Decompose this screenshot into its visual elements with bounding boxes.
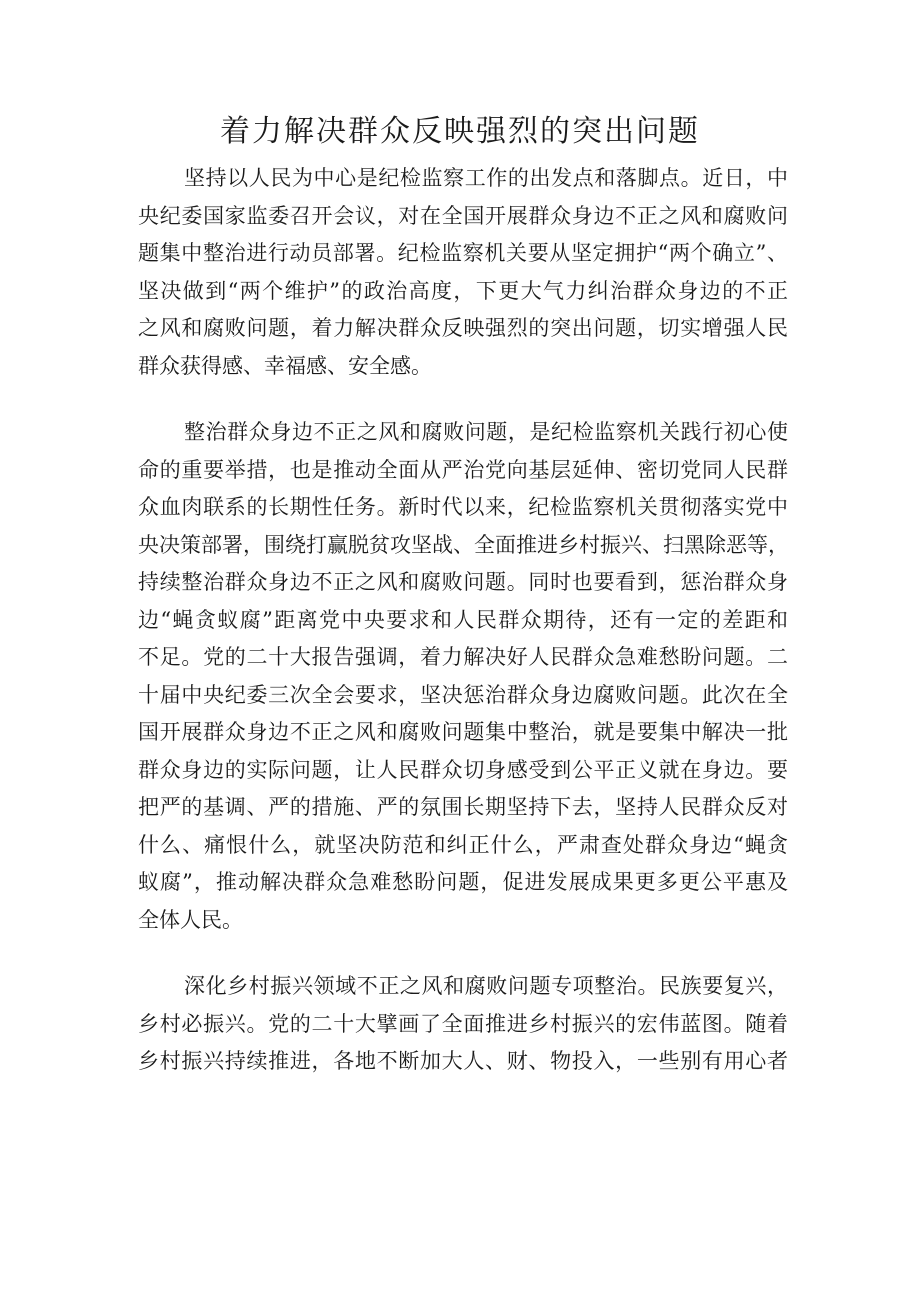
text-line: 坚决做到“两个维护”的政治高度，下更大气力纠治群众身边的不正 [138, 278, 788, 303]
paragraph [138, 160, 788, 385]
paragraph [138, 414, 788, 939]
text-line: 持续整治群众身边不正之风和腐败问题。同时也要看到，惩治群众身 [138, 570, 788, 594]
text-line: 国开展群众身边不正之风和腐败问题集中整治，就是要集中解决一批 [138, 720, 788, 744]
text-line: 深化乡村振兴领域不正之风和腐败问题专项整治。民族要复兴， [184, 974, 788, 998]
text-line: 什么、痛恨什么，就坚决防范和纠正什么，严肃查处群众身边“蝇贪 [138, 832, 788, 857]
text-line: 题集中整治进行动员部署。纪检监察机关要从坚定拥护“两个确立”、 [138, 241, 788, 265]
text-line: 十届中央纪委三次全会要求，坚决惩治群众身边腐败问题。此次在全 [138, 682, 788, 707]
text-line: 蚁腐”，推动解决群众急难愁盼问题，促进发展成果更多更公平惠及 [138, 870, 788, 894]
paragraph [138, 968, 788, 1081]
text-line: 乡村振兴持续推进，各地不断加大人、财、物投入，一些别有用心者 [138, 1049, 788, 1073]
text-line: 不足。党的二十大报告强调，着力解决好人民群众急难愁盼问题。二 [138, 645, 788, 669]
text-line: 众血肉联系的长期性任务。新时代以来，纪检监察机关贯彻落实党中 [138, 495, 788, 519]
text-line: 央决策部署，围绕打赢脱贫攻坚战、全面推进乡村振兴、扫黑除恶等， [138, 532, 789, 557]
text-line: 乡村必振兴。党的二十大擘画了全面推进乡村振兴的宏伟蓝图。随着 [138, 1011, 788, 1036]
text-line: 整治群众身边不正之风和腐败问题，是纪检监察机关践行初心使 [184, 420, 788, 444]
text-line: 之风和腐败问题，着力解决群众反映强烈的突出问题，切实增强人民 [138, 316, 788, 340]
document-title: 着力解决群众反映强烈的突出问题 [220, 114, 700, 149]
text-line: 命的重要举措，也是推动全面从严治党向基层延伸、密切党同人民群 [138, 457, 788, 482]
text-line: 坚持以人民为中心是纪检监察工作的出发点和落脚点。近日，中 [184, 166, 788, 190]
text-line: 全体人民。 [138, 907, 243, 932]
text-line: 央纪委国家监委召开会议，对在全国开展群众身边不正之风和腐败问 [138, 203, 788, 228]
text-line: 把严的基调、严的措施、严的氛围长期坚持下去，坚持人民群众反对 [138, 795, 788, 819]
paragraph-gap [138, 939, 788, 968]
text-line: 群众获得感、幸福感、安全感。 [138, 353, 432, 378]
paragraph-gap [138, 385, 788, 414]
text-line: 边“蝇贪蚁腐”距离党中央要求和人民群众期待，还有一定的差距和 [138, 607, 788, 632]
document-body [138, 160, 788, 1081]
text-line: 群众身边的实际问题，让人民群众切身感受到公平正义就在身边。要 [138, 757, 788, 782]
